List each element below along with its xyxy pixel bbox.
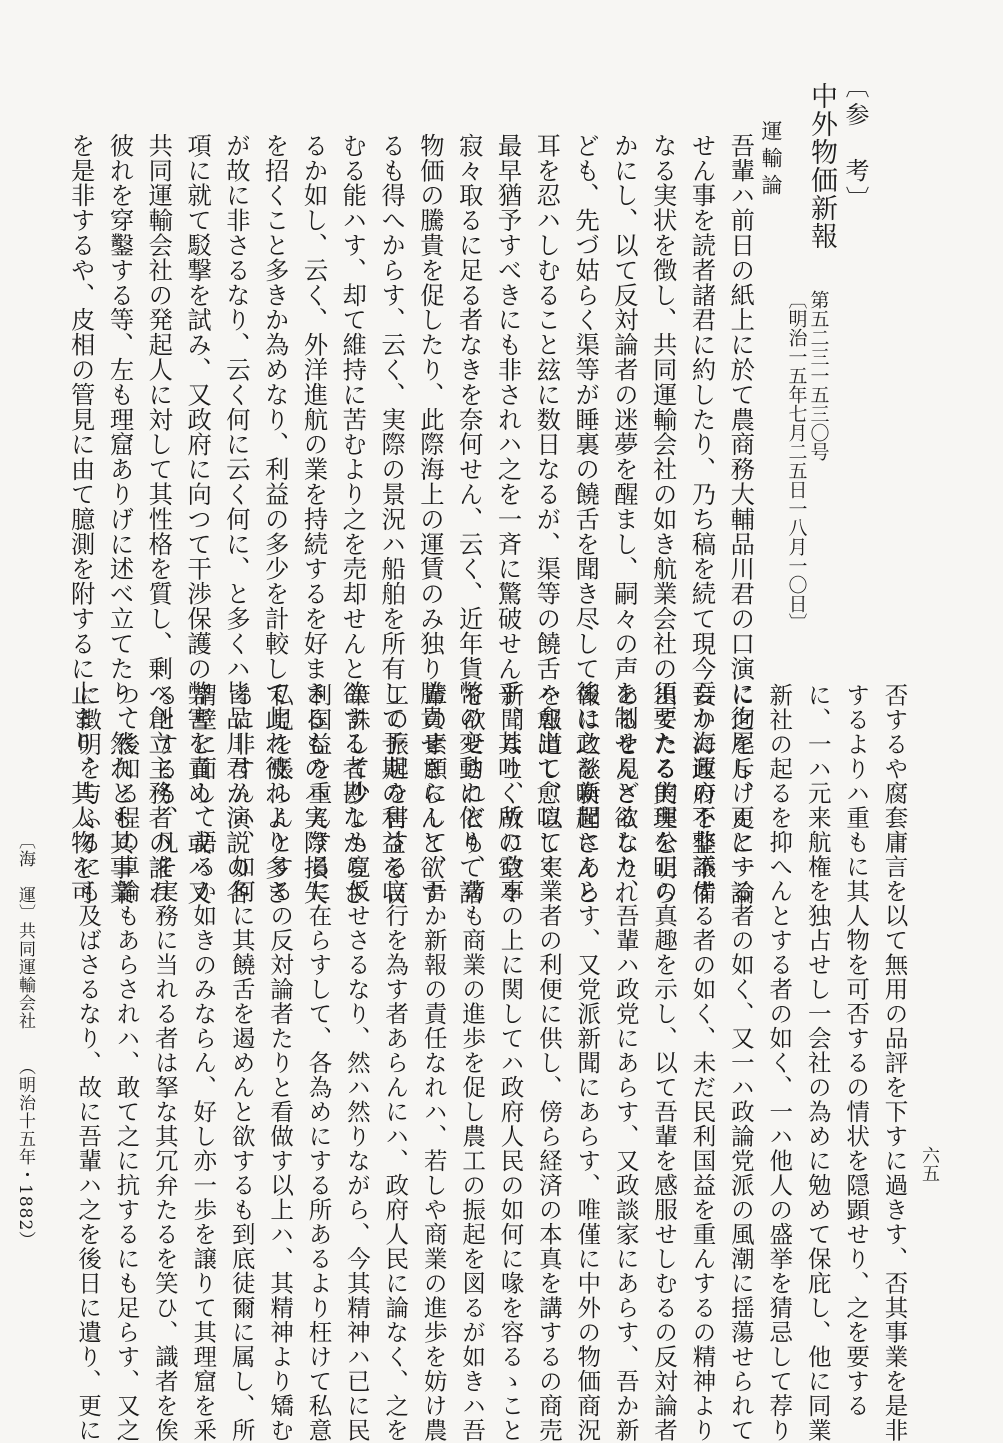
- text-column: 彼れを穿鑿する等、左も理窟ありげに述べ立てたり、然れとも其事業: [105, 133, 135, 905]
- text-column: 私見を張らんとするの反対論者たりと看做す以上ハ、其精神より矯む: [266, 683, 295, 1443]
- text-column: 工の振起を害する言行を為す者あらんにハ、政府人民に論なく、之を: [381, 683, 410, 1443]
- text-column: つて後知る程の卓論もあらされハ、敢て之に抗するにも足らす、又之: [112, 683, 141, 1443]
- text-column: 筆誅して少しも寛仮せさるなり、然ハ然りながら、今其精神ハ已に民: [342, 683, 371, 1443]
- text-column: に、一ハ元来航権を独占せし一会社の為めに勉めて保庇し、他に同業: [803, 683, 832, 1443]
- text-column: るとするも、凡そ実務に当れる者は拏な其冗弁たるを笑ひ、識者を俟: [150, 683, 179, 1443]
- text-column: 寂々取るに足る者なきを奈何せん、云く、近年貨幣の変動に依りて諸: [454, 133, 484, 905]
- page-number: 六五: [919, 1146, 940, 1182]
- text-column: を招くこと多きか為めなり、利益の多少を計較して此れ彼れより多き: [260, 133, 290, 905]
- footer-date: （明治十五年・1882）: [15, 1058, 35, 1250]
- text-column: かにし、以て反対論者の迷夢を醒まし、嗣々の声を制せんと欲したれ: [609, 133, 639, 905]
- text-column: 新聞なり、故に政事の上に関してハ政府人民の如何に喙を容るゝこと: [496, 683, 525, 1443]
- text-column: 輩の素願にして、吾か新報の責任なれハ、若しや商業の進歩を妨け農: [419, 683, 448, 1443]
- text-column: るか如し、云く、外洋進航の業を持続するを好まさるものハ実際損失: [299, 133, 329, 905]
- text-column: 共同運輸会社の発起人に対して其性格を質し、剰へ創立主務者の誰れ: [144, 133, 174, 905]
- text-column: 出てたる的実公正の真趣を示し、以て吾輩を感服せしむるの反対論者: [650, 683, 679, 1443]
- text-column: を報道し、以て実業者の利便に供し、傍ら経済の本真を講するの商売: [534, 683, 563, 1443]
- text-column: ども、先づ姑らく渠等が睡裏の饒舌を聞き尽して後に之を喚起さんと: [571, 133, 601, 905]
- text-column: が故に非さるなり、云く何に云く何に、と多くハ皆品川君か演説の各: [221, 133, 251, 905]
- text-column: 新社の起るを抑へんとする者の如く、一ハ他人の盛挙を猜忌して荐り: [765, 683, 794, 1443]
- text-column: せん事を読者諸君に約したり、乃ち稿を続て現今吾か海運の不整不備: [687, 133, 717, 905]
- article-title: 運輸論: [759, 120, 783, 201]
- text-column: を是非するや、皮相の管見に由て臆測を附するに止まり、其人物を可: [66, 133, 96, 905]
- text-column: 否するや腐套庸言を以て無用の品評を下すに過きす、否其事業を是非: [880, 683, 909, 1443]
- text-column: 吾輩ハ前日の紙上に於て農商務大輔品川君の口演に徇尾し、更に一論: [726, 133, 756, 905]
- text-column: 妄りに政府を非議する者の如く、未だ民利国益を重んするの精神より: [688, 683, 717, 1443]
- text-column: 謂壁に面して語るか如きのみならん、好し亦一歩を譲りて其理窟を釆: [189, 683, 218, 1443]
- issue-number: 第五二三一五三〇号: [807, 290, 830, 461]
- text-column: を欲せされども、苟も商業の進歩を促し農工の振起を図るが如きハ吾: [458, 683, 487, 1443]
- text-column: 項に就て駁撃を試み、又政府に向つて干渉保護の弊害を責め、或ハ又: [183, 133, 213, 905]
- text-column: に之を斥けんとする者の如く、又一ハ政論党派の風潮に揺蕩せられて: [726, 683, 755, 1443]
- text-column: 最早猶予すべきにも非されハ之を一斉に驚破せん乎、其吐く所の空々: [493, 133, 523, 905]
- newspaper-title: 中外物価新報: [806, 82, 837, 250]
- text-column: むる能ハす、却て維持に苦むより之を売却せんと欲する者尠なからざ: [338, 133, 368, 905]
- text-column: るも得へからす、云く、実際の景況ハ船舶を所有して予期の利益を収: [377, 133, 407, 905]
- text-column: するよりハ重もに其人物を可否するの情状を隠顕せり、之を要する: [842, 683, 871, 1418]
- footer-section: 〔海 運〕: [15, 832, 35, 922]
- footer-company: 共同運輸会社: [15, 922, 35, 1030]
- text-column: なる実状を徴し、共同運輸会社の如き航業会社の須要たる実理を明ら: [648, 133, 678, 905]
- issue-date: 〔明治一五年七月二五日一八月一〇日〕: [785, 290, 808, 632]
- text-column: るに非すんハ、如何に其饒舌を遏めんと欲するも到底徒爾に属し、所: [227, 683, 256, 1443]
- text-column: あるを見ざるなり、吾輩ハ政党にあらす、又政談家にあらす、吾か新: [611, 683, 640, 1443]
- reference-mark: 〔参 考〕: [841, 74, 869, 214]
- text-column: 耳を忍ハしむること玆に数日なるが、渠等の饒舌ハ愈出て愈喧しく: [532, 133, 562, 880]
- text-column: 報は政談新聞にあらす、又党派新聞にあらす、唯僅に中外の物価商況: [573, 683, 602, 1443]
- text-column: 物価の騰貴を促したり、此際海上の運賃のみ独り騰貴せさらんと欲す: [415, 133, 445, 905]
- text-column: 利国益を重んするに在らすして、各為めにする所あるより枉けて私意: [304, 683, 333, 1443]
- text-column: に徴明を与ふるにも及ばさるなり、故に吾輩ハ之を後日に遺り、更に: [74, 683, 103, 1443]
